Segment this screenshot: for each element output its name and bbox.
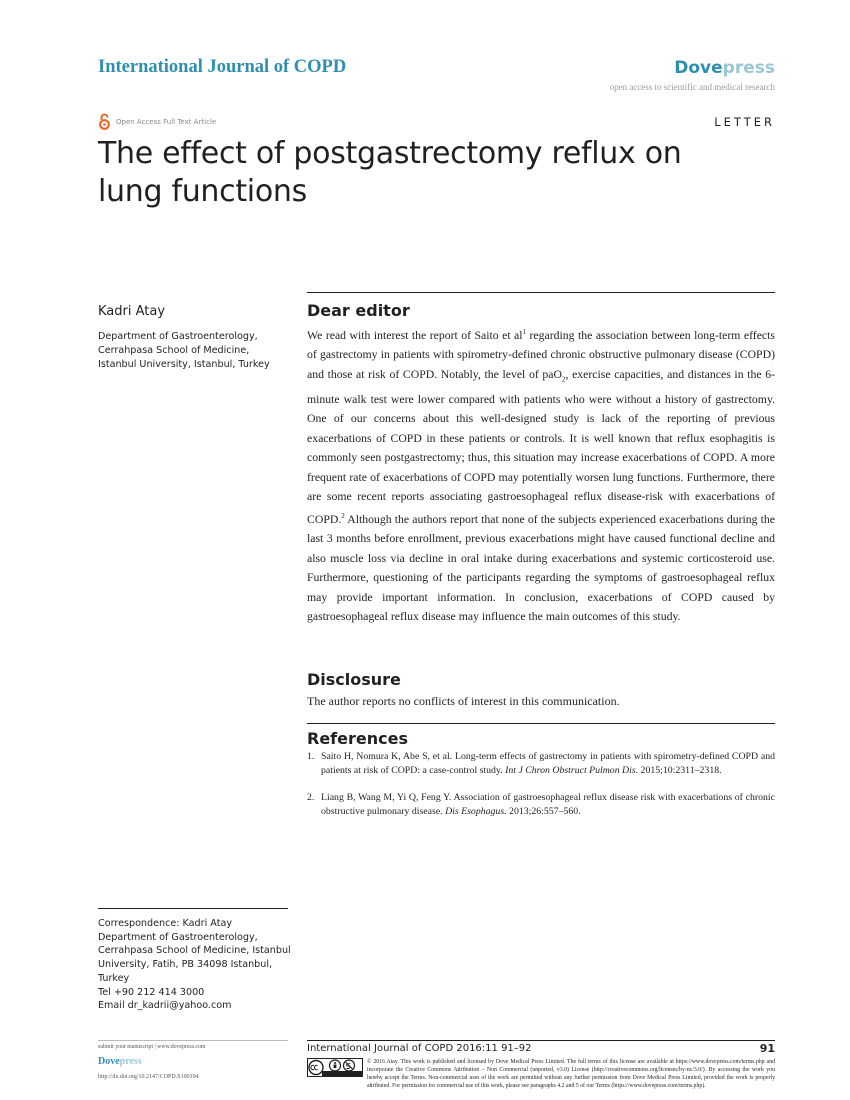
page-number: 91 bbox=[759, 1042, 775, 1055]
open-access-lock-icon bbox=[98, 113, 111, 130]
author-name: Kadri Atay bbox=[98, 304, 166, 319]
journal-title[interactable]: International Journal of COPD bbox=[98, 57, 347, 77]
citation-superscript[interactable]: 2 bbox=[341, 511, 345, 520]
open-access-badge bbox=[98, 113, 216, 130]
reference-item bbox=[307, 791, 775, 820]
reference-details: . 2013;26:557–560. bbox=[504, 806, 581, 818]
author-affiliation bbox=[98, 330, 288, 372]
publisher-logo-part2: press bbox=[722, 58, 775, 78]
body-text-segment: regarding the association between long-term effects of gastrectomy in patients with spirometry-defined chronic obstructive pulmonary disease (COPD) and those at risk of COPD. Notably, the level of paO bbox=[307, 328, 775, 381]
footer-logo-part1: Dove bbox=[98, 1056, 120, 1067]
correspondence-line: Department of Gastroenterology, bbox=[98, 931, 258, 943]
submit-manuscript-link[interactable]: submit your manuscript | www.dovepress.com bbox=[98, 1044, 206, 1050]
creative-commons-by-nc-badge[interactable] bbox=[307, 1058, 363, 1077]
correspondence-line: Cerrahpasa School of Medicine, Istanbul bbox=[98, 945, 291, 957]
correspondence-line: Turkey bbox=[98, 972, 130, 984]
body-text-segment: , exercise capacities, and distances in the 6-minute walk test were lower compared with patients who were without a history of gastrectomy. One of our concerns about this well-designed study is lack of the reporting of previous exacerbations of COPD in these patients or controls. It is well known that reflux esophagitis is commonly seen postgastrectomy; thus, this situation may increase exacerbations of COPD. A more frequent rate of exacerbations of COPD may potentially worsen lung functions. Furthermore, there are some recent reports associating gastroesophageal reflux disease-risk with exacerbations of COPD. bbox=[307, 367, 775, 526]
open-access-label: Open Access Full Text Article bbox=[116, 117, 217, 126]
affiliation-line: Cerrahpasa School of Medicine, bbox=[98, 345, 250, 356]
disclosure-heading: Disclosure bbox=[307, 670, 401, 689]
body-text-segment: We read with interest the report of Saito et al bbox=[307, 328, 523, 342]
reference-journal: Dis Esophagus bbox=[445, 806, 505, 818]
footer-logo-part2: press bbox=[119, 1056, 142, 1067]
correspondence-block bbox=[98, 917, 298, 1013]
doi-link[interactable]: http://dx.doi.org/10.2147/COPD.S100194 bbox=[98, 1074, 199, 1080]
publisher-tagline: open access to scientific and medical research bbox=[609, 82, 775, 92]
reference-journal: Int J Chron Obstruct Pulmon Dis bbox=[505, 765, 636, 777]
subscript: 2 bbox=[561, 375, 566, 384]
article-type: LETTER bbox=[714, 115, 775, 129]
disclosure-text: The author reports no conflicts of interest in this communication. bbox=[307, 694, 620, 708]
letter-body bbox=[307, 323, 775, 627]
footer-divider-right bbox=[307, 1040, 775, 1041]
references-heading: References bbox=[307, 729, 408, 748]
footer-divider-left bbox=[98, 1040, 288, 1041]
section-divider bbox=[307, 292, 775, 293]
reference-text bbox=[321, 750, 775, 779]
footer-citation: International Journal of COPD 2016:11 91–92 bbox=[307, 1043, 532, 1054]
citation-superscript[interactable]: 1 bbox=[522, 328, 527, 336]
correspondence-email[interactable]: Email dr_kadrii@yahoo.com bbox=[98, 1000, 232, 1012]
license-text: © 2016 Atay. This work is published and licensed by Dove Medical Press Limited. The full terms of this license are available at https://www.dovepress.com/terms.php and incorporate the Creative Commons Attribution – Non Commercial (unported, v3.0) License (http://creativecommons.org/licenses/by-nc/3.0/). By accessing the work you hereby accept the Terms. Non-commercial uses of the work are permitted without any further permission from Dove Medical Press Limited, provided the work is properly attributed. For permission for commercial use of this work, please see paragraphs 4.2 and 5 of our Terms (https://www.dovepress.com/terms.php). bbox=[367, 1059, 775, 1089]
publisher-logo[interactable] bbox=[674, 58, 775, 78]
correspondence-line: University, Fatih, PB 34098 Istanbul, bbox=[98, 959, 273, 971]
affiliation-line: Department of Gastroenterology, bbox=[98, 331, 258, 342]
reference-number: 1. bbox=[307, 751, 315, 762]
correspondence-divider bbox=[98, 908, 288, 909]
publisher-logo-part1: Dove bbox=[674, 58, 723, 78]
footer-publisher-logo[interactable] bbox=[98, 1056, 142, 1067]
affiliation-line: Istanbul University, Istanbul, Turkey bbox=[98, 359, 270, 370]
reference-item bbox=[307, 750, 775, 779]
section-divider bbox=[307, 723, 775, 724]
reference-text bbox=[321, 791, 775, 820]
body-text-segment: Although the authors report that none of the subjects experienced exacerbations during the last 3 months before enrollment, previous exacerbations might have caused functional decline and also muscle loss via decline in oral intake during exacerbations and systemic corticosteroid use. Furthermore, questioning of the participants regarding the symptoms of gastroesophageal reflux may provide important information. In conclusion, exacerbations of COPD caused by gastroesophageal reflux disease may influence the main outcomes of this study. bbox=[307, 512, 775, 624]
reference-citation: Saito H, Nomura K, Abe S, et al. Long-term effects of gastrectomy in patients with spirometry-defined COPD and patients at risk of COPD: a case-control study. bbox=[321, 751, 775, 777]
salutation-heading: Dear editor bbox=[307, 301, 410, 320]
article-title: The effect of postgastrectomy reflux on lung functions bbox=[98, 136, 682, 209]
reference-details: . 2015;10:2311–2318. bbox=[635, 765, 722, 777]
correspondence-line: Correspondence: Kadri Atay bbox=[98, 918, 233, 929]
reference-citation: Liang B, Wang M, Yi Q, Feng Y. Association of gastroesophageal reflux disease risk with exacerbations of chronic obstructive pulmonary disease. bbox=[321, 792, 775, 818]
reference-number: 2. bbox=[307, 792, 315, 803]
correspondence-line: Tel +90 212 414 3000 bbox=[98, 986, 205, 998]
